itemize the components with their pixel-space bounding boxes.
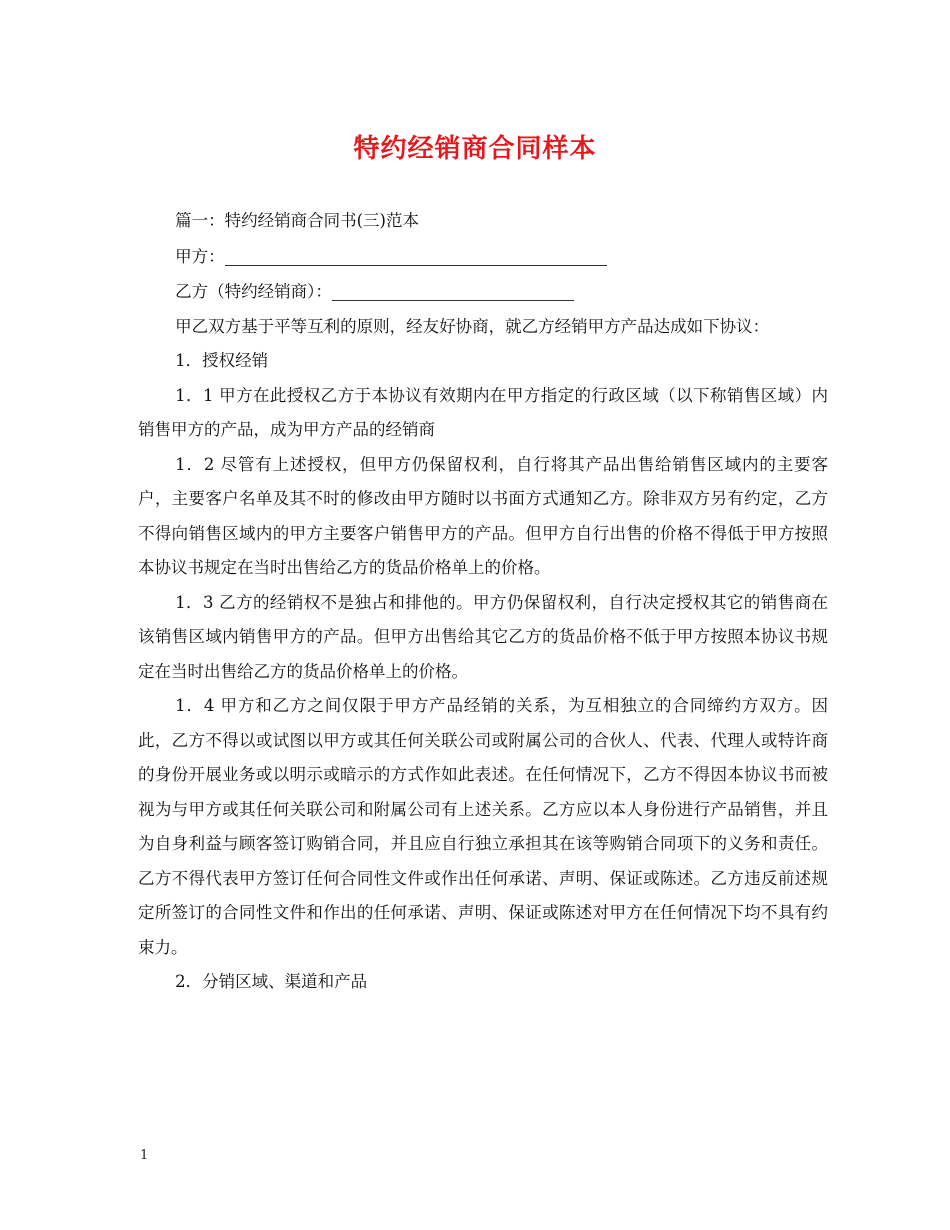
clause-1-4: 1．4 甲方和乙方之间仅限于甲方产品经销的关系，为互相独立的合同缔约方双方。因此，乙方不得以或试图以甲方或其任何关联公司或附属公司的合伙人、代表、代理人或特许商的身份开展业务或以明示或暗示的方式作如此表述。在任何情况下，乙方不得因本协议书而被视为与甲方或其任何关联公司和附属公司有上述关系。乙方应以本人身份进行产品销售，并且为自身利益与顾客签订购销合同，并且应自行独立承担其在该等购销合同项下的义务和责任。乙方不得代表甲方签订任何合同性文件或作出任何承诺、声明、保证或陈述。乙方违反前述规定所签订的合同性文件和作出的任何承诺、声明、保证或陈述对甲方在任何情况下均不具有约束力。 <box>138 696 828 957</box>
document-subtitle: 篇一：特约经销商合同书(三)范本 <box>175 211 419 230</box>
clause-1-2: 1．2 尽管有上述授权，但甲方仍保留权利，自行将其产品出售给销售区域内的主要客户，主要客户名单及其不时的修改由甲方随时以书面方式通知乙方。除非双方另有约定，乙方不得向销售区域内的甲方主要客户销售甲方的产品。但甲方自行出售的价格不得低于甲方按照本协议书规定在当时出售给乙方的货品价格单上的价格。 <box>138 454 828 577</box>
page-number: 1 <box>140 1148 149 1163</box>
section-2-heading: 2．分销区域、渠道和产品 <box>175 972 368 991</box>
party-b-line <box>138 274 828 310</box>
party-a-line <box>138 239 828 275</box>
document-body <box>138 204 828 1000</box>
document-title: 特约经销商合同样本 <box>353 134 597 164</box>
clause-1-3: 1．3 乙方的经销权不是独占和排他的。甲方仍保留权利，自行决定授权其它的销售商在该销售区域内销售甲方的产品。但甲方出售给其它乙方的货品价格不低于甲方按照本协议书规定在当时出售给乙方的货品价格单上的价格。 <box>138 592 828 681</box>
party-b-blank <box>332 278 574 301</box>
party-a-blank <box>225 243 607 266</box>
intro-paragraph: 甲乙双方基于平等互利的原则，经友好协商，就乙方经销甲方产品达成如下协议： <box>175 316 770 336</box>
section-1-heading: 1．授权经销 <box>175 351 269 370</box>
clause-1-1: 1．1 甲方在此授权乙方于本协议有效期内在甲方指定的行政区域（以下称销售区域）内销售甲方的产品，成为甲方产品的经销商 <box>138 385 828 439</box>
party-a-label: 甲方： <box>175 246 225 266</box>
party-b-label: 乙方（特约经销商）： <box>175 282 332 301</box>
